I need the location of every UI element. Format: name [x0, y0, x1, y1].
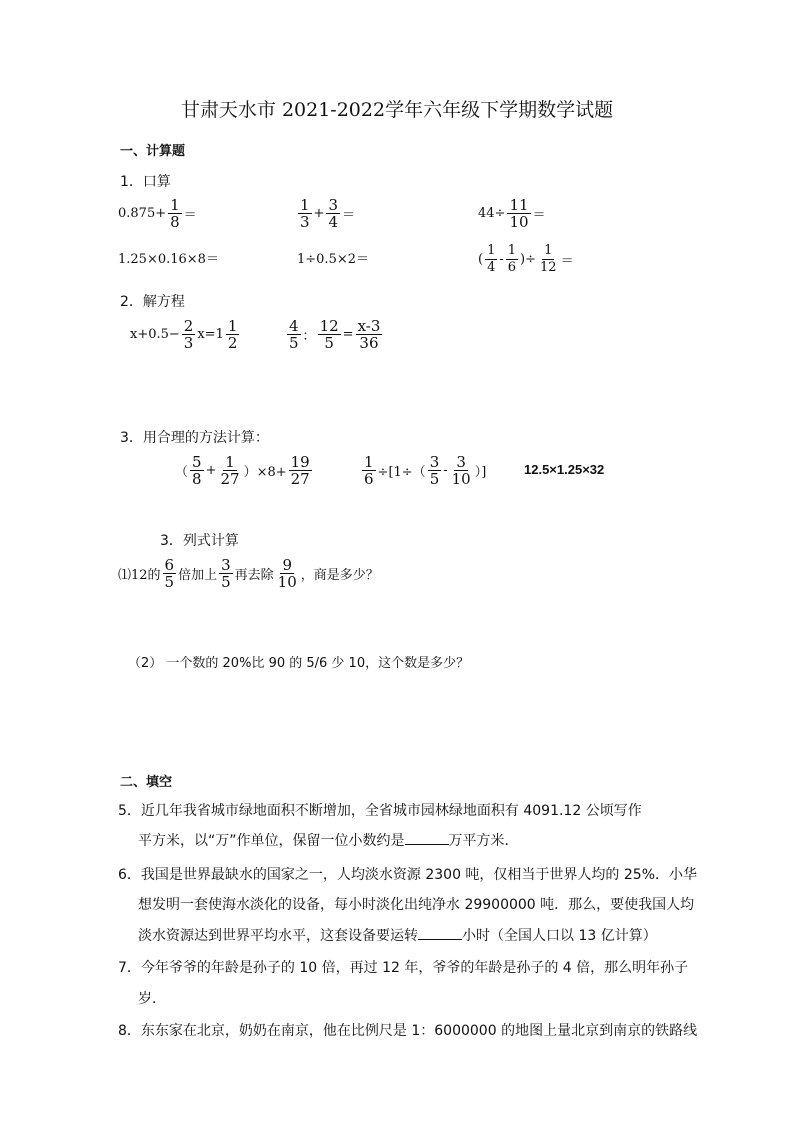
section-heading-fill-blank: 二、填空 — [120, 775, 173, 790]
q4-label: 3．列式计算 — [160, 533, 239, 549]
oral-calc-3 — [478, 197, 546, 230]
q5-line-1: 5．近几年我省城市绿地面积不断增加，全省城市园林绿地面积有 4091.12 公顷写作 — [118, 803, 642, 819]
text: 平方米，以“万”作单位，保留一位小数约是 — [138, 833, 405, 849]
numerator: 3 — [221, 556, 231, 574]
numerator: 1 — [300, 196, 310, 214]
close-paren-divide: )÷ — [520, 252, 537, 267]
denominator: 5 — [289, 334, 299, 352]
fraction — [506, 243, 518, 276]
oral-calc-5: 1÷0.5×2＝ — [297, 252, 370, 267]
equals-sign: ＝ — [532, 208, 546, 223]
equation-1 — [130, 318, 241, 351]
page-title: 甘肃天水市 2021-2022学年六年级下学期数学试题 — [180, 99, 614, 121]
denominator: 5 — [221, 573, 231, 591]
q7-line-1: 7．今年爷爷的年龄是孙子的 10 倍，再过 12 年，爷爷的年龄是孙子的 4 倍，那么明年孙子 — [118, 960, 689, 976]
q8-line-1: 8．东东家在北京，奶奶在南京，他在比例尺是 1：6000000 的地图上量北京到南京的铁路线 — [118, 1023, 698, 1039]
expr-text: 0.875+ — [118, 206, 167, 221]
oral-calc-2 — [296, 197, 355, 230]
fraction — [298, 197, 312, 230]
numerator: 4 — [289, 317, 299, 335]
expr-text: 倍加上 — [178, 568, 218, 583]
expr-text: ÷[1÷（ — [377, 465, 426, 480]
open-paren: ( — [478, 252, 484, 267]
numerator: 3 — [429, 453, 440, 471]
expr-text: 再去除 — [234, 568, 274, 583]
numerator: 3 — [328, 196, 338, 214]
numerator: 1 — [544, 243, 553, 258]
denominator: 10 — [277, 573, 297, 591]
equals-sign: = — [342, 327, 354, 342]
fraction — [182, 318, 196, 351]
numerator: x-3 — [357, 317, 381, 335]
denominator: 4 — [487, 260, 496, 275]
expr-text: ）×8+ — [243, 465, 287, 480]
reasonable-calc-2 — [360, 454, 486, 487]
q7-line-2: 岁． — [138, 991, 166, 1007]
fraction — [226, 318, 240, 351]
answer-blank[interactable] — [418, 925, 462, 940]
fraction — [485, 243, 497, 276]
numerator: 1 — [507, 243, 517, 258]
fraction — [538, 243, 559, 276]
denominator: 3 — [300, 213, 310, 231]
expr-text: x=1 — [197, 327, 224, 342]
oral-calc-4: 1.25×0.16×8＝ — [118, 252, 219, 267]
expr-text: 44÷ — [478, 206, 506, 221]
numerator: 9 — [282, 556, 292, 574]
q2-label: 2．解方程 — [120, 294, 185, 310]
denominator: 5 — [429, 470, 440, 488]
numerator: 1 — [364, 453, 374, 471]
expr-text: ）] — [474, 465, 487, 480]
equation-2 — [285, 318, 384, 351]
q1-label: 1．口算 — [120, 174, 171, 190]
denominator: 27 — [220, 470, 240, 488]
fraction — [326, 197, 340, 230]
numerator: 6 — [164, 556, 175, 574]
q6-line-1: 6．我国是世界最缺水的国家之一，人均淡水资源 2300 吨，仅相当于世界人均的 25%．小华 — [118, 867, 698, 883]
word-problem-2: （2） 一个数的 20%比 90 的 5/6 少 10，这个数是多少？ — [128, 656, 470, 671]
denominator: 27 — [290, 470, 310, 488]
numerator: 1 — [227, 317, 238, 335]
operator: + — [313, 206, 325, 221]
q6-line-2: 想发明一套使海水淡化的设备，每小时淡化出纯净水 29900000 吨．那么，要使我国人均 — [138, 897, 695, 913]
section-heading-calculation: 一、计算题 — [120, 144, 186, 159]
fraction — [507, 197, 530, 230]
fraction — [362, 454, 376, 487]
reasonable-calc-3: 12.5×1.25×32 — [524, 462, 605, 477]
text: 淡水资源达到世界平均水平，这套设备要运转 — [138, 928, 418, 944]
equals-sign: ＝ — [560, 254, 574, 269]
operator: - — [443, 463, 448, 478]
q5-line-2 — [138, 830, 519, 850]
denominator: 8 — [170, 213, 180, 231]
numerator: 1 — [170, 196, 180, 214]
operator: + — [205, 463, 217, 478]
numerator: 5 — [192, 453, 202, 471]
fraction — [276, 557, 299, 590]
text: 小时（全国人口以 13 亿计算） — [462, 928, 657, 944]
expr-text: ⑴12的 — [118, 568, 161, 583]
oral-calc-1 — [118, 197, 197, 230]
fraction — [190, 454, 204, 487]
word-problem-1 — [118, 557, 379, 590]
fraction — [428, 454, 442, 487]
denominator: 10 — [451, 470, 471, 488]
denominator: 10 — [509, 213, 529, 231]
fraction — [318, 318, 341, 351]
operator: - — [499, 252, 504, 267]
numerator: 1 — [487, 243, 496, 258]
fraction — [289, 454, 312, 487]
expr-text: ，商是多少？ — [300, 568, 379, 583]
oral-calc-6 — [478, 243, 574, 276]
expr-text: x+0.5− — [130, 327, 180, 342]
fraction — [163, 557, 177, 590]
answer-blank[interactable] — [405, 830, 449, 845]
numerator: 3 — [456, 453, 466, 471]
fraction — [450, 454, 473, 487]
fraction — [218, 454, 241, 487]
numerator: 2 — [183, 317, 194, 335]
equals-sign: ＝ — [342, 208, 356, 223]
denominator: 6 — [364, 470, 374, 488]
fraction — [219, 557, 233, 590]
numerator: 1 — [225, 453, 235, 471]
q3-label: 3．用合理的方法计算： — [120, 430, 269, 446]
colon: ： — [302, 329, 316, 344]
text: 万平方米． — [448, 833, 519, 849]
denominator: 8 — [192, 470, 202, 488]
denominator: 6 — [507, 260, 517, 275]
denominator: 36 — [359, 334, 379, 352]
q6-line-3 — [138, 925, 657, 945]
numerator: 19 — [290, 453, 310, 471]
numerator: 11 — [509, 196, 529, 214]
denominator: 5 — [324, 334, 334, 352]
equals-sign: ＝ — [183, 208, 197, 223]
denominator: 12 — [540, 260, 557, 275]
reasonable-calc-1 — [175, 454, 314, 487]
denominator: 3 — [183, 334, 194, 352]
fraction — [168, 197, 182, 230]
denominator: 2 — [227, 334, 238, 352]
fraction — [356, 318, 383, 351]
numerator: 12 — [319, 317, 339, 335]
fraction — [287, 318, 301, 351]
denominator: 5 — [164, 573, 175, 591]
open-paren: （ — [175, 465, 189, 480]
denominator: 4 — [328, 213, 338, 231]
